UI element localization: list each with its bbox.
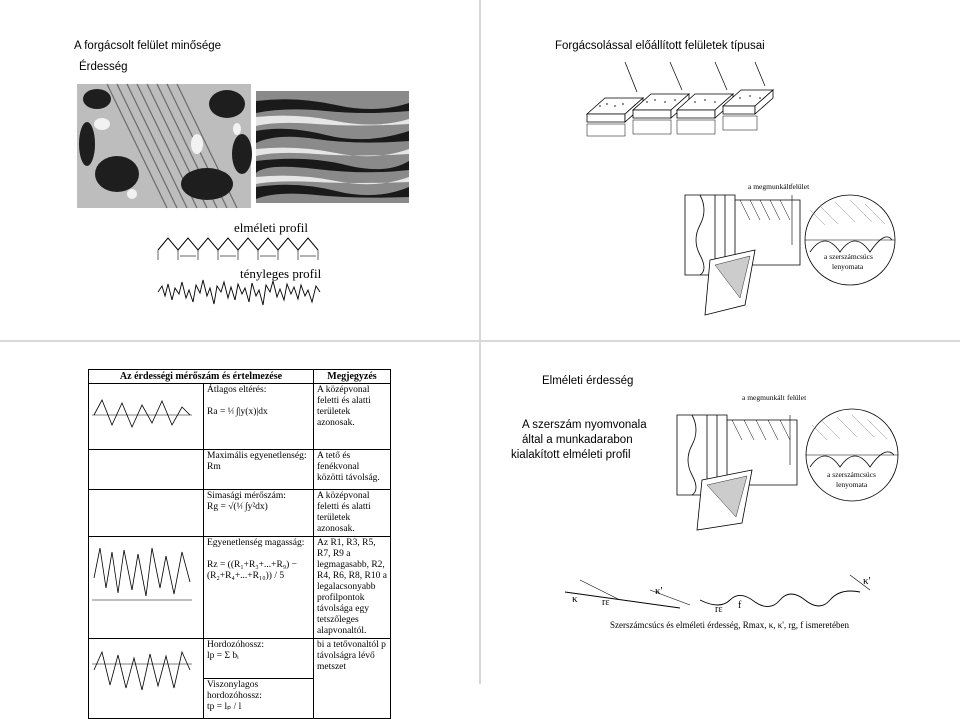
- tp-symbol: tp: [207, 702, 215, 712]
- slide4-surface-label: felület: [787, 393, 807, 402]
- slide4-text-1: A szerszám nyomvonala: [522, 419, 647, 431]
- slide4-title: Elméleti érdesség: [542, 375, 634, 387]
- turning-diagram-slide2: [680, 180, 900, 320]
- slide1-subtitle: Érdesség: [79, 61, 128, 73]
- rg-note: A középvonal feletti és alatti területek azonosak.: [314, 490, 391, 537]
- ra-profile-icon: [92, 385, 192, 445]
- lp-name: Hordozóhossz:: [207, 640, 264, 650]
- surface-types-blocks: [585, 62, 775, 140]
- slide2-nose-label-2: lenyomata: [832, 262, 864, 271]
- ra-symbol: Ra: [207, 407, 218, 417]
- slide2-tool-path-label: a megmunkált: [748, 182, 791, 191]
- slide1-title: A forgácsolt felület minősége: [74, 40, 222, 52]
- svg-text:κ': κ': [863, 575, 871, 587]
- lp-symbol: lp: [207, 651, 215, 661]
- rm-symbol: Rm: [207, 462, 221, 472]
- svg-text:rε: rε: [715, 604, 723, 615]
- table-row: Viszonylagos hordozóhossz: tp = lₚ / l: [89, 679, 391, 719]
- horizontal-divider: [0, 340, 960, 342]
- rm-name: Maximális egyenetlenség:: [207, 451, 307, 461]
- tp-name: Viszonylagos hordozóhossz:: [207, 680, 262, 701]
- theoretical-profile-label: elméleti profil: [234, 220, 309, 235]
- micrograph-right: [256, 91, 409, 203]
- slide4-tool-path-label: a megmunkált: [742, 393, 785, 402]
- slide2-title: Forgácsolással előállított felületek típusai: [555, 40, 765, 52]
- table-row: [89, 450, 391, 490]
- actual-profile-label: tényleges profil: [240, 266, 322, 281]
- ra-name: Átlagos eltérés:: [207, 385, 267, 395]
- lp-profile-icon: [92, 640, 192, 710]
- micrograph-left: [77, 84, 251, 208]
- table-row: Egyenetlenség magasság: Rz = ((R₁+R₃+...+R₉) − (R₂+R₄+...+R₁₀)) / 5 Az R1, R3, R5, R7, R9 a legmagasabb, R2, R4, R6, R8, R10 a legalacsonyabb profilpontok távolsága egy tetszőleges alapvonaltól.: [89, 537, 391, 639]
- table-row: Átlagos eltérés: Ra = ¹⁄ₗ ∫|y(x)|dx A középvonal feletti és alatti területek azonosak.: [89, 384, 391, 450]
- roughness-table: [88, 369, 391, 719]
- ra-note: A középvonal feletti és alatti területek azonosak.: [314, 384, 391, 450]
- slide2-nose-label-1: a szerszámcsúcs: [824, 252, 873, 261]
- slide4-bottom-caption: Szerszámcsúcs és elméleti érdesség, Rmax, κ, κ', rg, f ismeretében: [610, 620, 849, 630]
- svg-text:f: f: [738, 600, 742, 611]
- table-header-right: Megjegyzés: [314, 370, 391, 384]
- rz-name: Egyenetlenség magasság:: [207, 538, 305, 548]
- table-row: Simasági mérőszám: Rg = √(¹⁄ₗ ∫y²dx) A középvonal feletti és alatti területek azonosak.: [89, 490, 391, 537]
- rz-symbol: Rz: [207, 560, 218, 570]
- table-header-left: Az érdességi mérőszám és értelmezése: [89, 370, 314, 384]
- lp-note: bi a tetővonaltól p távolságra lévő metszet: [314, 639, 391, 719]
- turning-diagram-slide4: [672, 385, 902, 530]
- vertical-divider: [479, 0, 481, 684]
- slide4-text-2: által a munkadarabon: [522, 434, 633, 446]
- slide4-nose-label-2: lenyomata: [836, 480, 868, 489]
- nose-geometry-diagram: [560, 570, 880, 620]
- table-row: Hordozóhossz: lp = Σ bᵢ bi a tetővonaltól p távolságra lévő metszet: [89, 639, 391, 679]
- slide4-nose-label-1: a szerszámcsúcs: [827, 470, 876, 479]
- svg-text:κ': κ': [655, 585, 663, 597]
- rg-name: Simasági mérőszám:: [207, 491, 286, 501]
- slide2-surface-label: felület: [790, 182, 810, 191]
- rg-symbol: Rg: [207, 502, 219, 512]
- slide4-text-3: kialakított elméleti profil: [511, 449, 631, 461]
- rm-note: A tető és fenékvonal közötti távolság.: [314, 450, 391, 490]
- svg-text:κ: κ: [572, 593, 578, 605]
- svg-text:rε: rε: [602, 597, 610, 608]
- rz-note: Az R1, R3, R5, R7, R9 a legmagasabb, R2, R4, R6, R8, R10 a legalacsonyabb profilpontok távolsága egy tetszőleges alapvonaltól.: [314, 537, 391, 639]
- rz-profile-icon: [92, 538, 192, 608]
